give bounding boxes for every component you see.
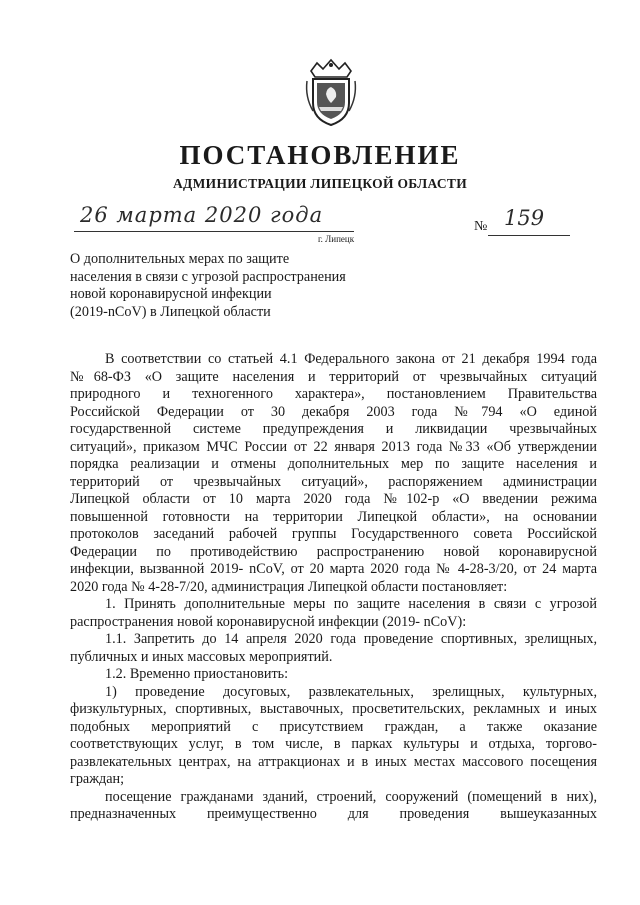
body-line: природного и техногенного характера», постановлением Правительства xyxy=(70,386,597,402)
document-title: ПОСТАНОВЛЕНИЕ xyxy=(179,140,461,170)
body-line: соответствующих услуг, в том числе, в парках культуры и отдыха, торгово- xyxy=(70,736,597,752)
body-line: №68-ФЗ «О защите населения и территорий от чрезвычайных ситуаций xyxy=(70,368,597,385)
body-line: посещение гражданами зданий, строений, сооружений (помещений в них), xyxy=(105,788,597,805)
city-label: г. Липецк xyxy=(318,234,355,244)
body-line: территорий от чрезвычайных ситуаций», распоряжением администрации xyxy=(70,473,597,490)
body-line: 1. Принять дополнительные меры по защите населения в связи с угрозой xyxy=(105,596,597,612)
body-line: В соответствии со статьей 4.1 Федерального закона от 21 декабря 1994 года xyxy=(105,351,597,367)
body-line: 2020 года № 4-28-7/20, администрация Липецкой области постановляет: xyxy=(70,578,508,595)
body-line: развлекательных центрах, на аттракционах и в иных местах массового посещения xyxy=(70,753,597,770)
body-line: повышенной готовности на территории Липецкой области», на основании xyxy=(70,508,597,525)
date-underline xyxy=(74,231,354,232)
body-line: 1) проведение досуговых, развлекательных, зрелищных, культурных, xyxy=(105,683,597,700)
body-line: 1.2. Временно приостановить: xyxy=(105,666,289,682)
subject-line: (2019-nCoV) в Липецкой области xyxy=(70,303,271,320)
number-label: № xyxy=(474,219,488,234)
handwritten-number: 159 xyxy=(504,206,545,230)
body-line: подобных мероприятий с присутствием граждан, а также оказание xyxy=(70,718,597,735)
coat-of-arms-emblem xyxy=(303,57,359,129)
body-line: граждан; xyxy=(70,771,125,787)
subject-line: населения в связи с угрозой распространения xyxy=(70,268,346,285)
body-line: государственной системе предупреждения и ликвидации чрезвычайных xyxy=(70,421,597,437)
body-line: распространения новой коронавирусной инфекции (2019- nCoV): xyxy=(70,613,467,630)
body-line: инфекции, вызванной 2019- nCoV, от 20 марта 2020 года № 4-28-3/20, от 24 марта xyxy=(70,561,597,577)
body-line: 1.1. Запретить до 14 апреля 2020 года проведение спортивных, зрелищных, xyxy=(105,631,597,647)
body-line: протоколов заседаний рабочей группы Государственного совета Российской xyxy=(70,526,597,542)
body-line: физкультурных, спортивных, выставочных, просветительских, рекламных и иных xyxy=(70,701,597,717)
subject-line: О дополнительных мерах по защите xyxy=(70,251,290,267)
body-line: ситуаций», приказом МЧС России от 22 января 2013 года №33 «Об утверждении xyxy=(70,438,597,455)
number-underline xyxy=(488,235,570,236)
body-line: Липецкой области от 10 марта 2020 года №102-р «О введении режима xyxy=(70,491,597,507)
body-line: Российской Федерации от 30 декабря 2003 года №794 «О единой xyxy=(70,403,597,420)
body-line: публичных и иных массовых мероприятий. xyxy=(70,648,333,665)
resolution-body xyxy=(70,351,597,824)
body-line: предназначенных преимущественно для проведения вышеуказанных xyxy=(70,806,597,822)
resolution-subject xyxy=(70,251,370,321)
body-line: Федерации по противодействию распространению новой коронавирусной xyxy=(70,543,597,560)
issuing-authority: АДМИНИСТРАЦИИ ЛИПЕЦКОЙ ОБЛАСТИ xyxy=(172,176,468,191)
body-line: порядка реализации и отмены дополнительных мер по защите населения и xyxy=(70,456,597,472)
handwritten-date: 26 марта 2020 года xyxy=(80,203,324,227)
subject-line: новой коронавирусной инфекции xyxy=(70,286,272,302)
